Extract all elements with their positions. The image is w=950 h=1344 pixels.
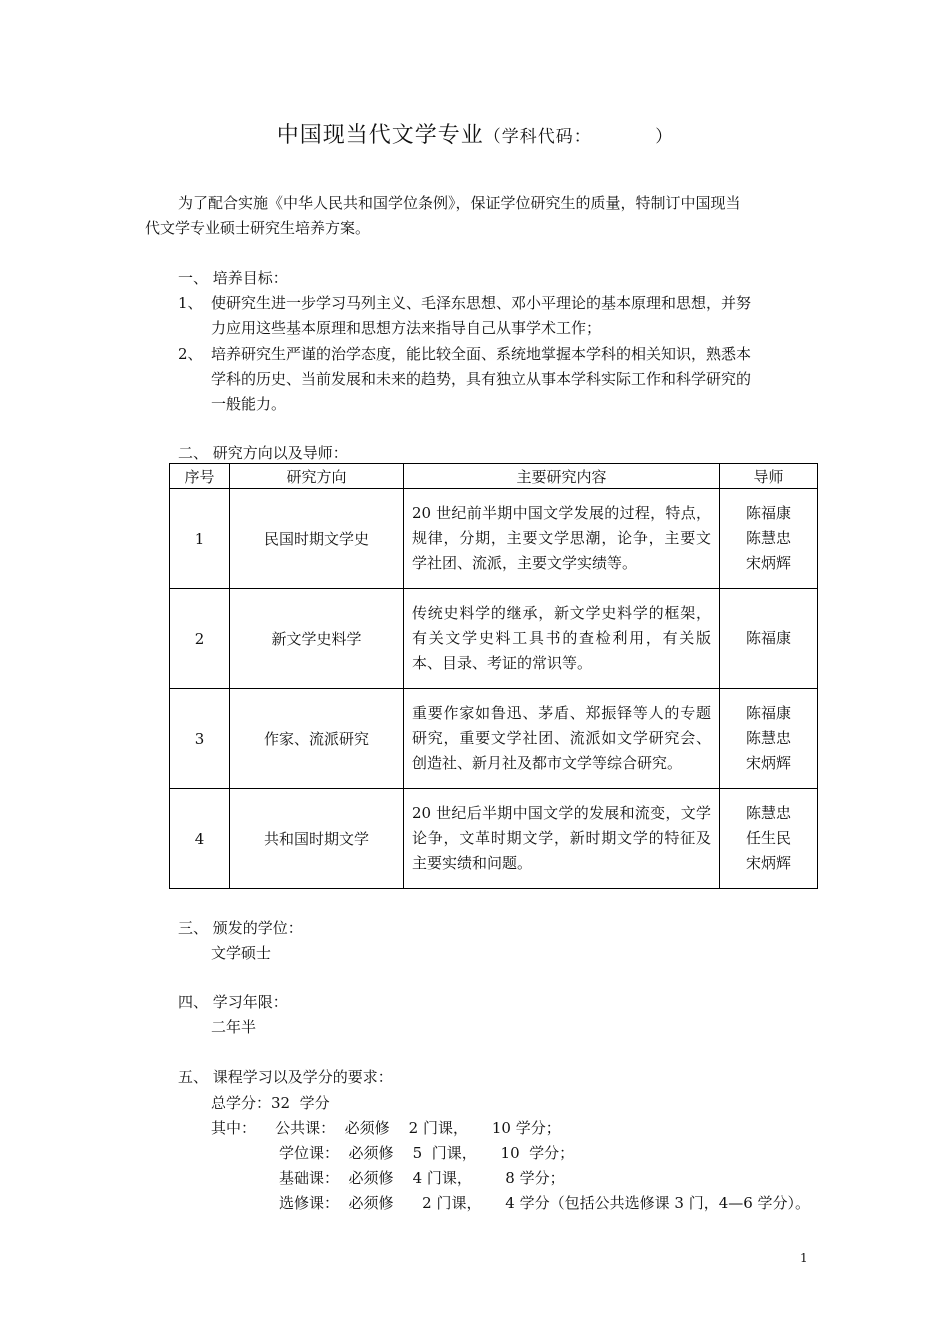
row-direction: 作家、流派研究: [230, 689, 404, 789]
table-row: [170, 489, 818, 589]
row-direction: 新文学史料学: [230, 589, 404, 689]
header-tutor: 导师: [720, 464, 818, 489]
research-direction-table: [169, 463, 818, 889]
title-subject-code: （学科代码： ）: [483, 127, 674, 147]
goal-1-line-1: 使研究生进一步学习马列主义、毛泽东思想、邓小平理论的基本原理和思想，并努: [211, 294, 752, 312]
row-content: 传统史料学的继承，新文学史料学的框架，有关文学史料工具书的查检利用，有关版本、目录、考证的常识等。: [404, 589, 720, 689]
goal-1-number: 1、: [178, 294, 203, 312]
row-tutors: [720, 589, 818, 689]
title-main: 中国现当代文学专业: [276, 123, 484, 148]
tutor-name: 宋炳辉: [745, 754, 791, 772]
tutor-name: 陈慧忠: [745, 804, 791, 822]
tutor-name: 陈福康: [745, 629, 791, 647]
credit-line-elective: 选修课： 必须修 2 门课， 4 学分（包括公共选修课 3 门，4—6 学分）。: [279, 1194, 811, 1212]
tutor-name: 任生民: [745, 829, 791, 847]
row-content: 20 世纪后半期中国文学的发展和流变，文学论争，文革时期文学，新时期文学的特征及主要实绩和问题。: [404, 789, 720, 889]
section-3-heading: 三、 颁发的学位：: [178, 919, 303, 937]
row-content: 20 世纪前半期中国文学发展的过程，特点，规律，分期，主要文学思潮，论争，主要文学社团、流派，主要文学实绩等。: [404, 489, 720, 589]
table-row: [170, 589, 818, 689]
row-direction: 民国时期文学史: [230, 489, 404, 589]
tutor-name: 陈福康: [745, 504, 791, 522]
page-title: [0, 118, 950, 149]
table-row: [170, 789, 818, 889]
header-no: 序号: [170, 464, 230, 489]
row-no: 4: [170, 789, 230, 889]
table-row: [170, 689, 818, 789]
tutor-name: 陈慧忠: [745, 729, 791, 747]
goal-2-line-1: 培养研究生严谨的治学态度，能比较全面、系统地掌握本学科的相关知识，熟悉本: [211, 345, 752, 363]
tutor-name: 宋炳辉: [745, 554, 791, 572]
row-tutors: [720, 489, 818, 589]
header-content: 主要研究内容: [404, 464, 720, 489]
intro-line-1: 为了配合实施《中华人民共和国学位条例》，保证学位研究生的质量，特制订中国现当: [178, 194, 741, 212]
duration-value: 二年半: [211, 1018, 257, 1036]
intro-line-2: 代文学专业硕士研究生培养方案。: [145, 219, 371, 237]
section-5-heading: 五、 课程学习以及学分的要求：: [178, 1068, 393, 1086]
goal-2-number: 2、: [178, 345, 203, 363]
goal-2-line-3: 一般能力。: [211, 395, 287, 413]
row-no: 3: [170, 689, 230, 789]
row-direction: 共和国时期文学: [230, 789, 404, 889]
goal-2-line-2: 学科的历史、当前发展和未来的趋势，具有独立从事本学科实际工作和科学研究的: [211, 370, 752, 388]
page-number: 1: [800, 1251, 808, 1265]
total-credits: 总学分：32 学分: [211, 1094, 330, 1112]
row-tutors: [720, 789, 818, 889]
row-no: 2: [170, 589, 230, 689]
credit-line-degree: 学位课： 必须修 5 门课， 10 学分；: [279, 1144, 575, 1162]
credit-line-basic: 基础课： 必须修 4 门课， 8 学分；: [279, 1169, 565, 1187]
section-1-heading: 一、 培养目标：: [178, 269, 288, 287]
tutor-name: 宋炳辉: [745, 854, 791, 872]
row-content: 重要作家如鲁迅、茅盾、郑振铎等人的专题研究，重要文学社团、流派如文学研究会、创造社、新月社及都市文学等综合研究。: [404, 689, 720, 789]
table-header-row: [170, 464, 818, 489]
section-4-heading: 四、 学习年限：: [178, 993, 288, 1011]
degree-value: 文学硕士: [211, 944, 272, 962]
tutor-name: 陈福康: [745, 704, 791, 722]
goal-1-line-2: 力应用这些基本原理和思想方法来指导自己从事学术工作；: [211, 319, 602, 337]
credit-line-public: 其中： 公共课： 必须修 2 门课， 10 学分；: [211, 1119, 561, 1137]
row-no: 1: [170, 489, 230, 589]
section-2-heading: 二、 研究方向以及导师：: [178, 444, 348, 462]
row-tutors: [720, 689, 818, 789]
tutor-name: 陈慧忠: [745, 529, 791, 547]
header-direction: 研究方向: [230, 464, 404, 489]
